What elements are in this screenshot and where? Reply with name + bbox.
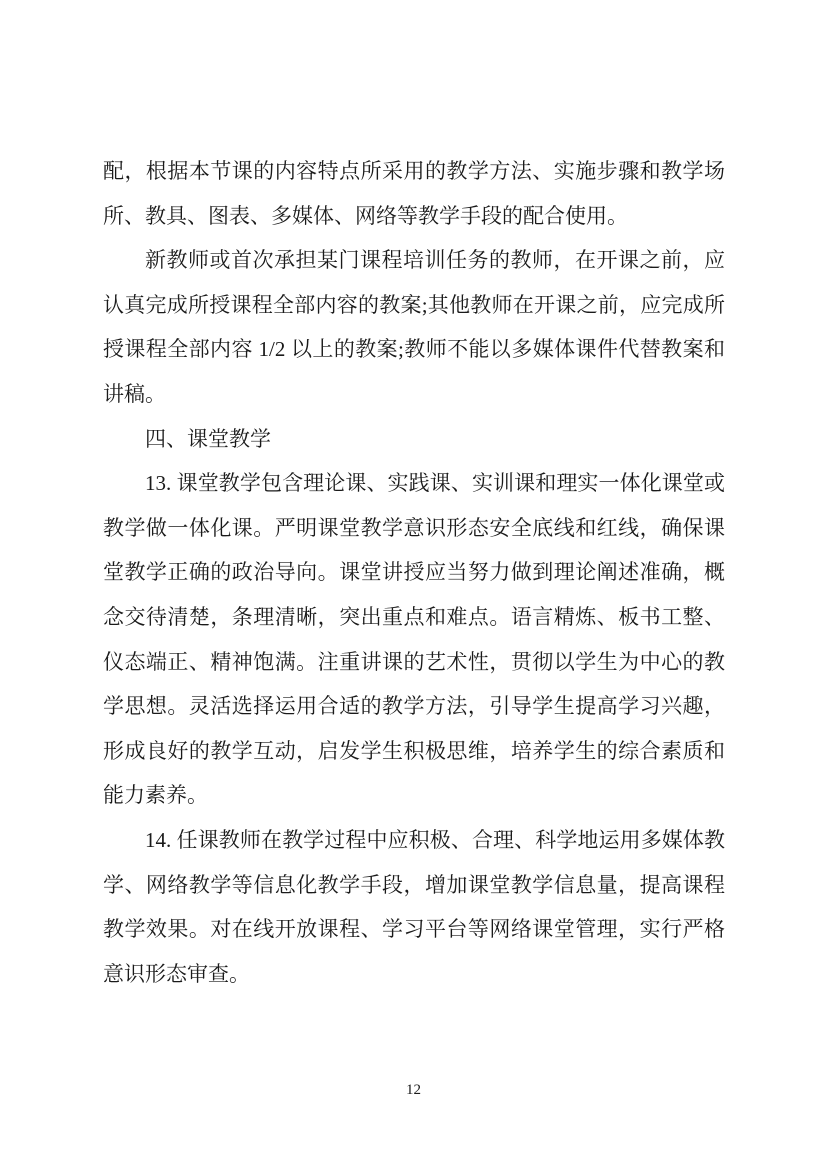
document-line: 13. 课堂教学包含理论课、实践课、实训课和理实一体化课堂或 xyxy=(145,471,725,496)
page-number: 12 xyxy=(406,1082,421,1098)
document-line: 讲稿。 xyxy=(103,381,166,406)
document-line: 念交待清楚，条理清晰，突出重点和难点。语言精炼、板书工整、 xyxy=(103,604,725,629)
document-line: 教学效果。对在线开放课程、学习平台等网络课堂管理，实行严格 xyxy=(103,917,725,942)
document-line: 学、网络教学等信息化教学手段，增加课堂教学信息量，提高课程 xyxy=(103,872,725,897)
document-text-block xyxy=(103,149,725,996)
document-line: 所、教具、图表、多媒体、网络等教学手段的配合使用。 xyxy=(103,203,628,228)
document-line: 学思想。灵活选择运用合适的教学方法，引导学生提高学习兴趣， xyxy=(103,694,725,719)
document-line: 形成良好的教学互动，启发学生积极思维，培养学生的综合素质和 xyxy=(103,738,725,763)
document-line: 14. 任课教师在教学过程中应积极、合理、科学地运用多媒体教 xyxy=(145,827,725,852)
section-heading: 四、课堂教学 xyxy=(145,426,271,451)
document-line: 配，根据本节课的内容特点所采用的教学方法、实施步骤和教学场 xyxy=(103,159,725,183)
document-line: 新教师或首次承担某门课程培训任务的教师，在开课之前，应 xyxy=(145,248,725,273)
document-line: 意识形态审查。 xyxy=(103,961,250,986)
document-line: 教学做一体化课。严明课堂教学意识形态安全底线和红线，确保课 xyxy=(103,515,725,540)
document-line: 能力素养。 xyxy=(103,783,208,808)
document-line: 仪态端正、精神饱满。注重讲课的艺术性，贯彻以学生为中心的教 xyxy=(103,649,725,674)
document-line: 堂教学正确的政治导向。课堂讲授应当努力做到理论阐述准确，概 xyxy=(103,560,725,585)
document-line: 认真完成所授课程全部内容的教案;其他教师在开课之前，应完成所 xyxy=(103,292,725,317)
document-line: 授课程全部内容 1/2 以上的教案;教师不能以多媒体课件代替教案和 xyxy=(103,337,725,362)
